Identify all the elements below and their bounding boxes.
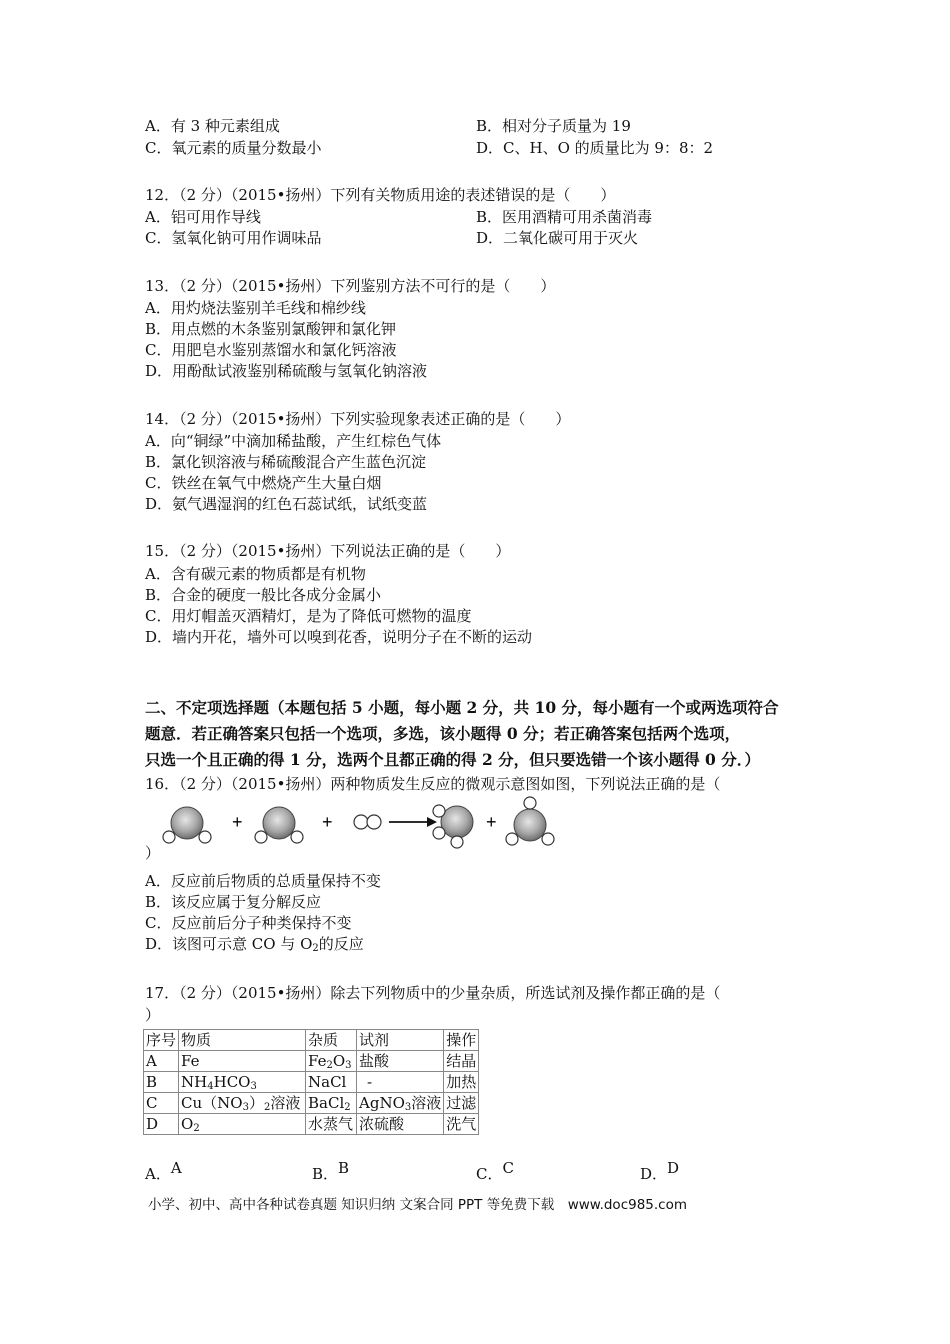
reaction-arrow-icon — [389, 817, 437, 827]
q16-option-d-suffix: 的反应 — [318, 935, 364, 953]
q14-stem: 14．（2 分）（2015•扬州）下列实验现象表述正确的是（ ） — [145, 410, 571, 428]
q13-option-b: B．用点燃的木条鉴别氯酸钾和氯化钾 — [145, 320, 397, 338]
q16-option-d-prefix: D．该图可示意 CO 与 O — [145, 935, 313, 953]
table-row — [144, 1093, 479, 1114]
molecule-1 — [163, 807, 211, 843]
table-cell: NaCl — [306, 1072, 357, 1093]
table-cell: BaCl$_2$ — [306, 1093, 357, 1114]
q15-stem: 15．（2 分）（2015•扬州）下列说法正确的是（ ） — [145, 542, 511, 560]
table-cell: 洗气 — [444, 1114, 479, 1135]
q14-option-a: A．向“铜绿”中滴加稀盐酸，产生红棕色气体 — [145, 432, 442, 450]
product-molecule-2 — [506, 797, 554, 845]
molecule-3 — [354, 815, 381, 829]
q16-option-a: A．反应前后物质的总质量保持不变 — [145, 872, 381, 890]
q17-stem-end: ） — [145, 1006, 161, 1024]
table-cell: - — [357, 1072, 444, 1093]
q17-option-a — [145, 1159, 182, 1184]
section2-heading-line3: 只选一个且正确的得 1 分，选两个且都正确的得 2 分，但只要选错一个该小题得 0 分．） — [145, 750, 760, 769]
table-cell: B — [144, 1072, 179, 1093]
option-label: B． — [312, 1165, 339, 1183]
table-cell: A — [144, 1051, 179, 1072]
q11-option-b: B．相对分子质量为 19 — [476, 117, 631, 135]
q16-option-c: C．反应前后分子种类保持不变 — [145, 914, 352, 932]
q14-option-c: C．铁丝在氧气中燃烧产生大量白烟 — [145, 474, 382, 492]
table-cell: 结晶 — [444, 1051, 479, 1072]
q15-option-a: A．含有碳元素的物质都是有机物 — [145, 565, 366, 583]
header-cell: 杂质 — [306, 1030, 357, 1051]
q17-stem: 17．（2 分）（2015•扬州）除去下列物质中的少量杂质，所选试剂及操作都正确的是（ — [145, 984, 721, 1002]
table-cell: AgNO$_3$溶液 — [357, 1093, 444, 1114]
q16-stem-end: ） — [145, 844, 161, 862]
table-cell: Fe — [179, 1051, 306, 1072]
q11-option-a: A．有 3 种元素组成 — [145, 117, 280, 135]
plus-sign-1: + — [232, 812, 243, 832]
q13-option-a: A．用灼烧法鉴别羊毛线和棉纱线 — [145, 299, 366, 317]
table-cell: 水蒸气 — [306, 1114, 357, 1135]
q17-option-b — [312, 1159, 350, 1184]
table-cell: $NH_4HCO_3$ — [179, 1072, 306, 1093]
table-header-row — [144, 1030, 479, 1051]
q11-option-d: D．C、H、O 的质量比为 9：8：2 — [476, 139, 714, 157]
q14-option-b: B．氯化钡溶液与稀硫酸混合产生蓝色沉淀 — [145, 453, 427, 471]
q11-option-c: C．氧元素的质量分数最小 — [145, 139, 322, 157]
section2-heading-line1: 二、不定项选择题（本题包括 5 小题，每小题 2 分，共 10 分，每小题有一个或两选项符合 — [145, 698, 779, 717]
option-value: C — [502, 1159, 514, 1177]
table-cell: 过滤 — [444, 1093, 479, 1114]
option-label: A． — [145, 1165, 171, 1183]
header-cell: 操作 — [444, 1030, 479, 1051]
q12-option-a: A．铝可用作导线 — [145, 208, 261, 226]
q12-stem: 12．（2 分）（2015•扬州）下列有关物质用途的表述错误的是（ ） — [145, 186, 616, 204]
table-row — [144, 1072, 479, 1093]
q13-option-d: D．用酚酞试液鉴别稀硫酸与氢氧化钠溶液 — [145, 362, 428, 380]
header-cell: 序号 — [144, 1030, 179, 1051]
table-cell: $Cu(NO_3)_2$溶液 — [179, 1093, 306, 1114]
q13-stem: 13．（2 分）（2015•扬州）下列鉴别方法不可行的是（ ） — [145, 277, 556, 295]
q13-option-c: C．用肥皂水鉴别蒸馏水和氯化钙溶液 — [145, 341, 397, 359]
table-row — [144, 1051, 479, 1072]
option-label: C． — [476, 1165, 503, 1183]
molecule-2 — [255, 807, 303, 843]
plus-sign-3: + — [486, 812, 497, 832]
q16-option-d-sub: 2 — [312, 943, 319, 954]
option-value: B — [338, 1159, 350, 1177]
table-row — [144, 1114, 479, 1135]
q12-option-d: D．二氧化碳可用于灭火 — [476, 229, 639, 247]
table-cell: 加热 — [444, 1072, 479, 1093]
q14-option-d: D．氨气遇湿润的红色石蕊试纸，试纸变蓝 — [145, 495, 428, 513]
q16-stem: 16．（2 分）（2015•扬州）两种物质发生反应的微观示意图如图，下列说法正确的是（ — [145, 775, 721, 793]
reaction-diagram — [145, 795, 565, 850]
option-value: A — [170, 1159, 182, 1177]
table-cell: 浓硫酸 — [357, 1114, 444, 1135]
section2-heading-line2: 题意．若正确答案只包括一个选项，多选，该小题得 0 分；若正确答案包括两个选项， — [145, 724, 741, 743]
q12-option-b: B．医用酒精可用杀菌消毒 — [476, 208, 653, 226]
q17-option-d — [640, 1159, 680, 1184]
option-label: D． — [640, 1165, 668, 1183]
header-cell: 试剂 — [357, 1030, 444, 1051]
table-cell: 盐酸 — [357, 1051, 444, 1072]
q12-option-c: C．氢氧化钠可用作调味品 — [145, 229, 322, 247]
q15-option-d: D．墙内开花，墙外可以嗅到花香，说明分子在不断的运动 — [145, 628, 533, 646]
q17-option-c — [476, 1159, 514, 1184]
q16-option-d — [145, 934, 364, 954]
table-cell: C — [144, 1093, 179, 1114]
table-cell: D — [144, 1114, 179, 1135]
q16-option-b: B．该反应属于复分解反应 — [145, 893, 322, 911]
q15-option-b: B．合金的硬度一般比各成分金属小 — [145, 586, 382, 604]
q15-option-c: C．用灯帽盖灭酒精灯，是为了降低可燃物的温度 — [145, 607, 472, 625]
q17-table — [143, 1029, 479, 1135]
plus-sign-2: + — [322, 812, 333, 832]
product-molecule-1 — [433, 805, 473, 848]
table-cell: $Fe_2O_3$ — [306, 1051, 357, 1072]
option-value: D — [667, 1159, 680, 1177]
table-cell: $O_2$ — [179, 1114, 306, 1135]
page-footer: 小学、初中、高中各种试卷真题 知识归纳 文案合同 PPT 等免费下载 www.doc985.com — [148, 1197, 688, 1213]
header-cell: 物质 — [179, 1030, 306, 1051]
